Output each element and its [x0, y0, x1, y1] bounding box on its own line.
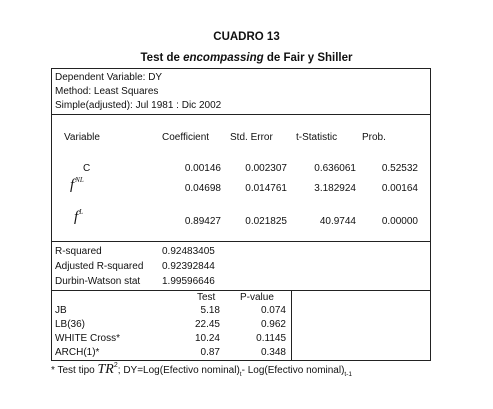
subtitle-pre: Test de — [140, 52, 184, 64]
row-fnl-prob: 0.00164 — [381, 183, 418, 194]
row-fl-coefficient: 0.89427 — [184, 216, 221, 227]
stat-durbin-watson-value: 1.99596646 — [162, 276, 215, 287]
test-lb-pvalue: 0.962 — [260, 319, 286, 330]
divider-meta — [51, 114, 431, 115]
table-title: CUADRO 13 — [213, 31, 280, 43]
subtitle-emphasis: encompassing — [183, 52, 264, 64]
stat-adj-r-squared-label: Adjusted R-squared — [55, 261, 144, 272]
test-jb-value: 5.18 — [200, 305, 220, 316]
header-prob: Prob. — [362, 132, 386, 143]
tests-right-border — [291, 290, 292, 361]
table-subtitle — [0, 52, 493, 64]
footnote-tr-superscript: 2 — [113, 362, 118, 369]
row-c-prob: 0.52532 — [381, 163, 418, 174]
row-fl-prob: 0.00000 — [381, 216, 418, 227]
row-c-std-error: 0.002307 — [245, 163, 287, 174]
header-variable: Variable — [64, 132, 100, 143]
row-c-t-statistic: 0.636061 — [314, 163, 356, 174]
stat-durbin-watson-label: Durbin-Watson stat — [55, 276, 141, 287]
stat-r-squared-label: R-squared — [55, 246, 102, 257]
test-arch-label: ARCH(1)* — [55, 347, 100, 358]
footnote — [51, 362, 352, 378]
footnote-tr-symbol: TR — [97, 362, 114, 377]
divider-stats — [51, 290, 431, 291]
footnote-subscript-t: t — [239, 371, 242, 378]
row-c-variable: C — [83, 163, 91, 174]
header-t-statistic: t-Statistic — [296, 132, 338, 143]
test-lb-label: LB(36) — [55, 319, 86, 330]
test-lb-value: 22.45 — [194, 319, 220, 330]
row-fl-std-error: 0.021825 — [245, 216, 287, 227]
method: Method: Least Squares — [55, 86, 159, 97]
row-c-coefficient: 0.00146 — [184, 163, 221, 174]
row-fnl-t-statistic: 3.182924 — [314, 183, 356, 194]
test-arch-value: 0.87 — [200, 347, 220, 358]
footnote-pre: * Test tipo — [51, 365, 98, 376]
test-jb-pvalue: 0.074 — [260, 305, 286, 316]
row-fnl-variable — [70, 176, 84, 194]
footnote-dy-lag: - Log(Efectivo nominal) — [241, 365, 345, 376]
tests-header-test: Test — [197, 292, 216, 303]
footnote-dy-definition: ; DY=Log(Efectivo nominal) — [117, 365, 240, 376]
stat-adj-r-squared-value: 0.92392844 — [162, 261, 215, 272]
row-fl-t-statistic: 40.9744 — [319, 216, 356, 227]
test-arch-pvalue: 0.348 — [260, 347, 286, 358]
test-white-label: WHITE Cross* — [55, 333, 120, 344]
test-white-pvalue: 0.1145 — [256, 333, 286, 344]
fl-symbol: f — [74, 209, 79, 225]
fl-superscript: L — [79, 208, 84, 216]
dependent-variable: Dependent Variable: DY — [55, 72, 163, 83]
stat-r-squared-value: 0.92483405 — [162, 246, 215, 257]
test-white-value: 10.24 — [194, 333, 220, 344]
divider-coefficients — [51, 241, 431, 242]
subtitle-post: de Fair y Shiller — [263, 52, 353, 64]
header-std-error: Std. Error — [230, 132, 273, 143]
row-fl-variable — [74, 208, 83, 226]
regression-table-frame — [51, 68, 431, 361]
row-fnl-std-error: 0.014761 — [245, 183, 287, 194]
footnote-subscript-t1: t-1 — [344, 371, 353, 378]
tests-header-pvalue: P-value — [240, 292, 274, 303]
fnl-superscript: NL — [75, 176, 84, 184]
sample: Simple(adjusted): Jul 1981 : Dic 2002 — [55, 100, 222, 111]
fnl-symbol: f — [70, 177, 75, 193]
test-jb-label: JB — [55, 305, 67, 316]
row-fnl-coefficient: 0.04698 — [184, 183, 221, 194]
header-coefficient: Coefficient — [162, 132, 210, 143]
